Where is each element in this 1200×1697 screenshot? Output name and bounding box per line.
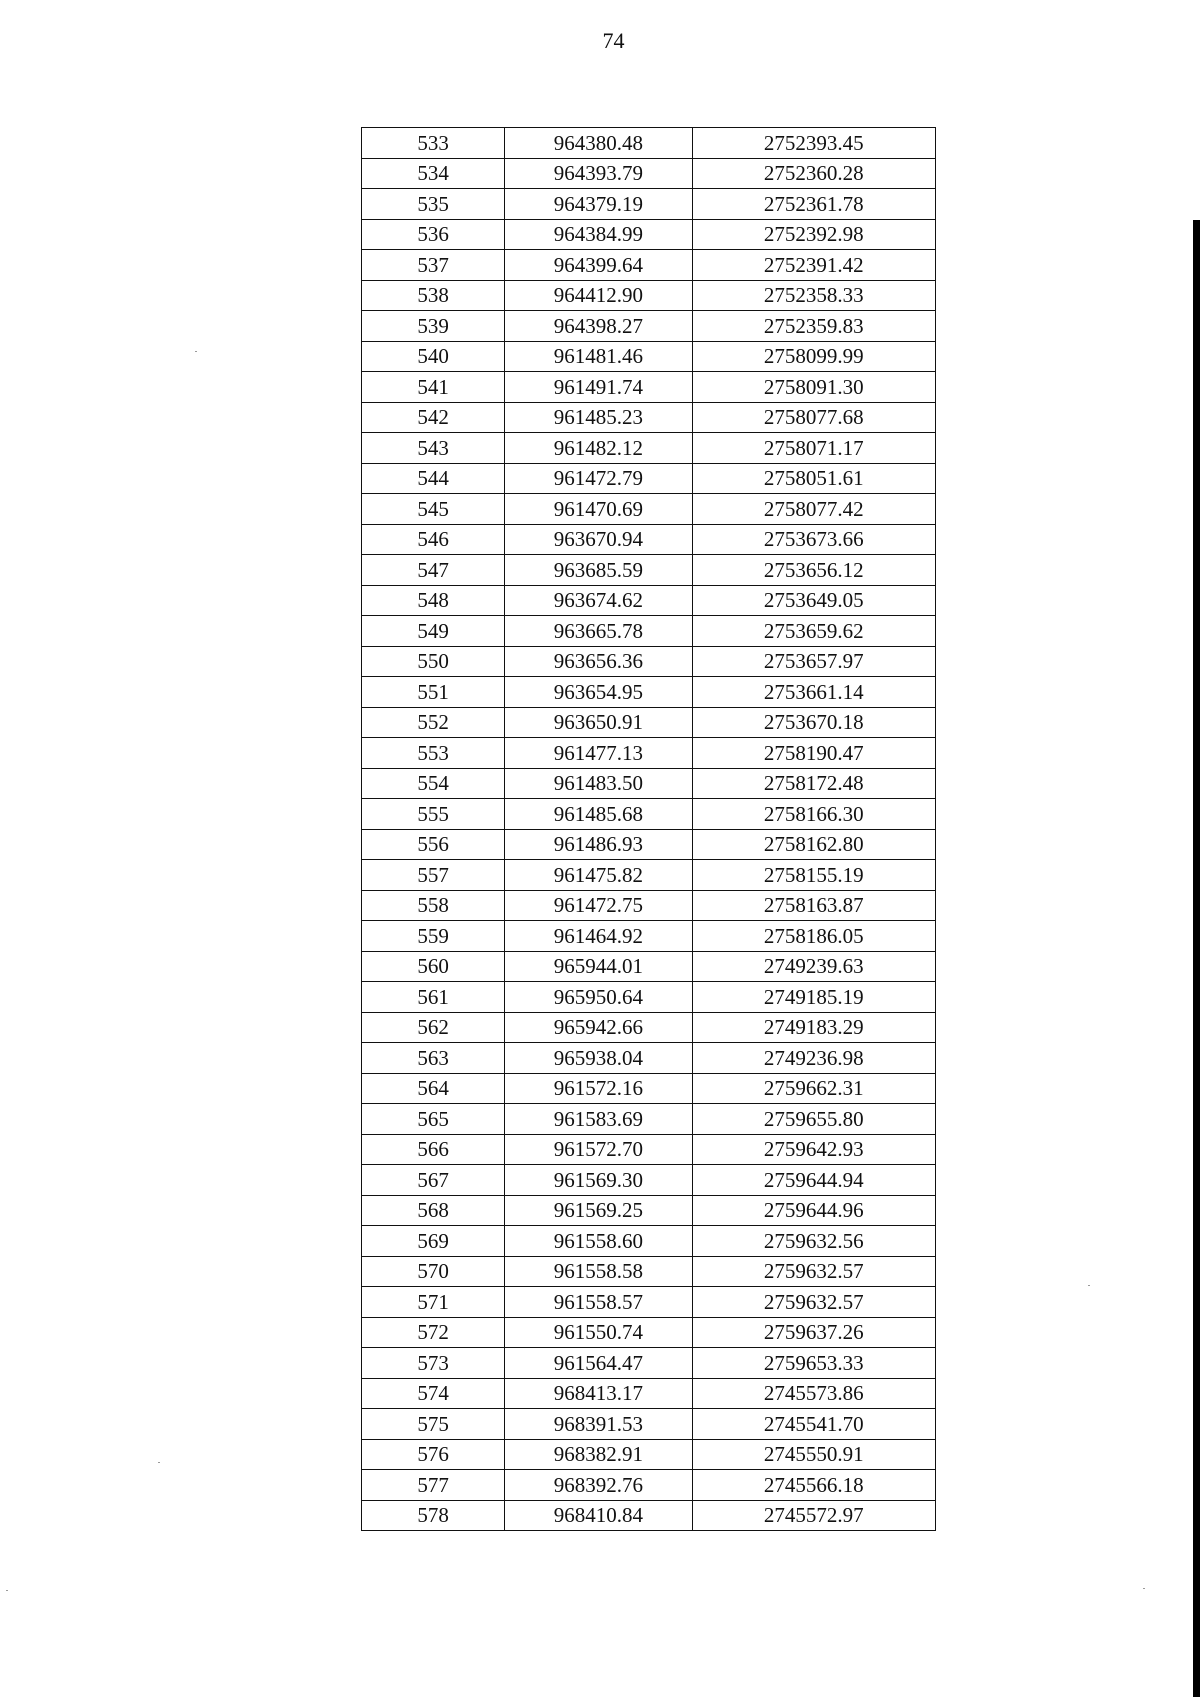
table-row: [362, 463, 936, 494]
table-row: [362, 1348, 936, 1379]
table-row: [362, 128, 936, 159]
table-row: [362, 921, 936, 952]
table-row: [362, 1500, 936, 1531]
point-number-cell: 574: [362, 1378, 505, 1409]
y-coordinate-cell: 2749236.98: [692, 1043, 935, 1074]
x-coordinate-cell: 968413.17: [505, 1378, 692, 1409]
x-coordinate-cell: 961472.79: [505, 463, 692, 494]
point-number-cell: 576: [362, 1439, 505, 1470]
point-number-cell: 577: [362, 1470, 505, 1501]
point-number-cell: 557: [362, 860, 505, 891]
y-coordinate-cell: 2753656.12: [692, 555, 935, 586]
scan-speck: [1088, 1285, 1090, 1286]
y-coordinate-cell: 2759632.56: [692, 1226, 935, 1257]
x-coordinate-cell: 968382.91: [505, 1439, 692, 1470]
scan-speck: [195, 351, 197, 352]
page-number: 74: [602, 28, 625, 53]
table-row: [362, 280, 936, 311]
table-row: [362, 799, 936, 830]
coordinates-table-body: [362, 128, 936, 1531]
point-number-cell: 562: [362, 1012, 505, 1043]
table-row: [362, 372, 936, 403]
point-number-cell: 561: [362, 982, 505, 1013]
y-coordinate-cell: 2753659.62: [692, 616, 935, 647]
y-coordinate-cell: 2758077.42: [692, 494, 935, 525]
x-coordinate-cell: 964398.27: [505, 311, 692, 342]
scan-speck: [158, 1462, 160, 1463]
table-row: [362, 1409, 936, 1440]
point-number-cell: 534: [362, 158, 505, 189]
point-number-cell: 564: [362, 1073, 505, 1104]
y-coordinate-cell: 2758077.68: [692, 402, 935, 433]
y-coordinate-cell: 2752359.83: [692, 311, 935, 342]
point-number-cell: 569: [362, 1226, 505, 1257]
table-row: [362, 1226, 936, 1257]
point-number-cell: 551: [362, 677, 505, 708]
y-coordinate-cell: 2759644.94: [692, 1165, 935, 1196]
table-row: [362, 1378, 936, 1409]
table-row: [362, 524, 936, 555]
point-number-cell: 533: [362, 128, 505, 159]
y-coordinate-cell: 2745541.70: [692, 1409, 935, 1440]
y-coordinate-cell: 2759655.80: [692, 1104, 935, 1135]
x-coordinate-cell: 961475.82: [505, 860, 692, 891]
point-number-cell: 560: [362, 951, 505, 982]
table-row: [362, 250, 936, 281]
table-row: [362, 311, 936, 342]
scan-speck: [6, 1590, 8, 1591]
y-coordinate-cell: 2752360.28: [692, 158, 935, 189]
x-coordinate-cell: 961569.25: [505, 1195, 692, 1226]
x-coordinate-cell: 961472.75: [505, 890, 692, 921]
table-row: [362, 860, 936, 891]
point-number-cell: 553: [362, 738, 505, 769]
y-coordinate-cell: 2745573.86: [692, 1378, 935, 1409]
x-coordinate-cell: 961583.69: [505, 1104, 692, 1135]
x-coordinate-cell: 961486.93: [505, 829, 692, 860]
table-row: [362, 402, 936, 433]
y-coordinate-cell: 2758190.47: [692, 738, 935, 769]
table-row: [362, 433, 936, 464]
y-coordinate-cell: 2758091.30: [692, 372, 935, 403]
table-row: [362, 768, 936, 799]
point-number-cell: 541: [362, 372, 505, 403]
x-coordinate-cell: 965942.66: [505, 1012, 692, 1043]
y-coordinate-cell: 2753649.05: [692, 585, 935, 616]
x-coordinate-cell: 963656.36: [505, 646, 692, 677]
table-row: [362, 646, 936, 677]
y-coordinate-cell: 2759644.96: [692, 1195, 935, 1226]
table-row: [362, 585, 936, 616]
x-coordinate-cell: 961483.50: [505, 768, 692, 799]
point-number-cell: 556: [362, 829, 505, 860]
y-coordinate-cell: 2752361.78: [692, 189, 935, 220]
table-row: [362, 1439, 936, 1470]
x-coordinate-cell: 961482.12: [505, 433, 692, 464]
y-coordinate-cell: 2758166.30: [692, 799, 935, 830]
point-number-cell: 575: [362, 1409, 505, 1440]
point-number-cell: 571: [362, 1287, 505, 1318]
x-coordinate-cell: 963654.95: [505, 677, 692, 708]
x-coordinate-cell: 963685.59: [505, 555, 692, 586]
point-number-cell: 568: [362, 1195, 505, 1226]
table-row: [362, 341, 936, 372]
table-row: [362, 1195, 936, 1226]
table-row: [362, 1012, 936, 1043]
y-coordinate-cell: 2758172.48: [692, 768, 935, 799]
x-coordinate-cell: 961477.13: [505, 738, 692, 769]
table-row: [362, 494, 936, 525]
table-row: [362, 738, 936, 769]
x-coordinate-cell: 968391.53: [505, 1409, 692, 1440]
table-row: [362, 1256, 936, 1287]
y-coordinate-cell: 2758162.80: [692, 829, 935, 860]
x-coordinate-cell: 963670.94: [505, 524, 692, 555]
y-coordinate-cell: 2758071.17: [692, 433, 935, 464]
x-coordinate-cell: 961558.57: [505, 1287, 692, 1318]
y-coordinate-cell: 2753670.18: [692, 707, 935, 738]
x-coordinate-cell: 961491.74: [505, 372, 692, 403]
x-coordinate-cell: 961558.58: [505, 1256, 692, 1287]
y-coordinate-cell: 2753657.97: [692, 646, 935, 677]
x-coordinate-cell: 961572.70: [505, 1134, 692, 1165]
point-number-cell: 536: [362, 219, 505, 250]
point-number-cell: 539: [362, 311, 505, 342]
x-coordinate-cell: 964393.79: [505, 158, 692, 189]
point-number-cell: 535: [362, 189, 505, 220]
y-coordinate-cell: 2759662.31: [692, 1073, 935, 1104]
scan-speck: [1143, 1588, 1145, 1589]
x-coordinate-cell: 961470.69: [505, 494, 692, 525]
x-coordinate-cell: 961550.74: [505, 1317, 692, 1348]
y-coordinate-cell: 2753673.66: [692, 524, 935, 555]
table-row: [362, 189, 936, 220]
x-coordinate-cell: 961481.46: [505, 341, 692, 372]
y-coordinate-cell: 2752358.33: [692, 280, 935, 311]
table-row: [362, 677, 936, 708]
point-number-cell: 554: [362, 768, 505, 799]
x-coordinate-cell: 965938.04: [505, 1043, 692, 1074]
x-coordinate-cell: 961564.47: [505, 1348, 692, 1379]
table-row: [362, 707, 936, 738]
point-number-cell: 547: [362, 555, 505, 586]
table-row: [362, 890, 936, 921]
y-coordinate-cell: 2759637.26: [692, 1317, 935, 1348]
x-coordinate-cell: 968392.76: [505, 1470, 692, 1501]
y-coordinate-cell: 2758163.87: [692, 890, 935, 921]
table-row: [362, 158, 936, 189]
point-number-cell: 549: [362, 616, 505, 647]
table-row: [362, 1104, 936, 1135]
table-row: [362, 1287, 936, 1318]
x-coordinate-cell: 965944.01: [505, 951, 692, 982]
table-row: [362, 1073, 936, 1104]
table-row: [362, 982, 936, 1013]
table-row: [362, 1134, 936, 1165]
point-number-cell: 566: [362, 1134, 505, 1165]
point-number-cell: 567: [362, 1165, 505, 1196]
y-coordinate-cell: 2753661.14: [692, 677, 935, 708]
x-coordinate-cell: 963674.62: [505, 585, 692, 616]
point-number-cell: 573: [362, 1348, 505, 1379]
point-number-cell: 552: [362, 707, 505, 738]
point-number-cell: 545: [362, 494, 505, 525]
y-coordinate-cell: 2758099.99: [692, 341, 935, 372]
table-row: [362, 829, 936, 860]
x-coordinate-cell: 964380.48: [505, 128, 692, 159]
x-coordinate-cell: 963665.78: [505, 616, 692, 647]
point-number-cell: 570: [362, 1256, 505, 1287]
point-number-cell: 548: [362, 585, 505, 616]
y-coordinate-cell: 2745572.97: [692, 1500, 935, 1531]
table-row: [362, 555, 936, 586]
y-coordinate-cell: 2758186.05: [692, 921, 935, 952]
x-coordinate-cell: 961569.30: [505, 1165, 692, 1196]
table-row: [362, 1470, 936, 1501]
point-number-cell: 578: [362, 1500, 505, 1531]
y-coordinate-cell: 2758155.19: [692, 860, 935, 891]
y-coordinate-cell: 2749239.63: [692, 951, 935, 982]
point-number-cell: 558: [362, 890, 505, 921]
y-coordinate-cell: 2759642.93: [692, 1134, 935, 1165]
point-number-cell: 559: [362, 921, 505, 952]
point-number-cell: 544: [362, 463, 505, 494]
table-row: [362, 219, 936, 250]
point-number-cell: 555: [362, 799, 505, 830]
point-number-cell: 542: [362, 402, 505, 433]
y-coordinate-cell: 2752393.45: [692, 128, 935, 159]
x-coordinate-cell: 964384.99: [505, 219, 692, 250]
point-number-cell: 537: [362, 250, 505, 281]
table-row: [362, 1165, 936, 1196]
x-coordinate-cell: 963650.91: [505, 707, 692, 738]
x-coordinate-cell: 964379.19: [505, 189, 692, 220]
y-coordinate-cell: 2758051.61: [692, 463, 935, 494]
y-coordinate-cell: 2749185.19: [692, 982, 935, 1013]
y-coordinate-cell: 2749183.29: [692, 1012, 935, 1043]
y-coordinate-cell: 2752391.42: [692, 250, 935, 281]
point-number-cell: 563: [362, 1043, 505, 1074]
y-coordinate-cell: 2759632.57: [692, 1256, 935, 1287]
table-row: [362, 616, 936, 647]
table-row: [362, 1043, 936, 1074]
x-coordinate-cell: 961485.23: [505, 402, 692, 433]
x-coordinate-cell: 964412.90: [505, 280, 692, 311]
table-row: [362, 951, 936, 982]
x-coordinate-cell: 965950.64: [505, 982, 692, 1013]
y-coordinate-cell: 2759653.33: [692, 1348, 935, 1379]
point-number-cell: 565: [362, 1104, 505, 1135]
point-number-cell: 572: [362, 1317, 505, 1348]
y-coordinate-cell: 2745550.91: [692, 1439, 935, 1470]
point-number-cell: 540: [362, 341, 505, 372]
point-number-cell: 546: [362, 524, 505, 555]
x-coordinate-cell: 968410.84: [505, 1500, 692, 1531]
scan-edge-bar: [1193, 220, 1200, 1697]
y-coordinate-cell: 2759632.57: [692, 1287, 935, 1318]
point-number-cell: 543: [362, 433, 505, 464]
point-number-cell: 538: [362, 280, 505, 311]
coordinates-table: [361, 127, 936, 1531]
x-coordinate-cell: 964399.64: [505, 250, 692, 281]
y-coordinate-cell: 2745566.18: [692, 1470, 935, 1501]
y-coordinate-cell: 2752392.98: [692, 219, 935, 250]
table-row: [362, 1317, 936, 1348]
x-coordinate-cell: 961485.68: [505, 799, 692, 830]
x-coordinate-cell: 961464.92: [505, 921, 692, 952]
x-coordinate-cell: 961558.60: [505, 1226, 692, 1257]
x-coordinate-cell: 961572.16: [505, 1073, 692, 1104]
point-number-cell: 550: [362, 646, 505, 677]
